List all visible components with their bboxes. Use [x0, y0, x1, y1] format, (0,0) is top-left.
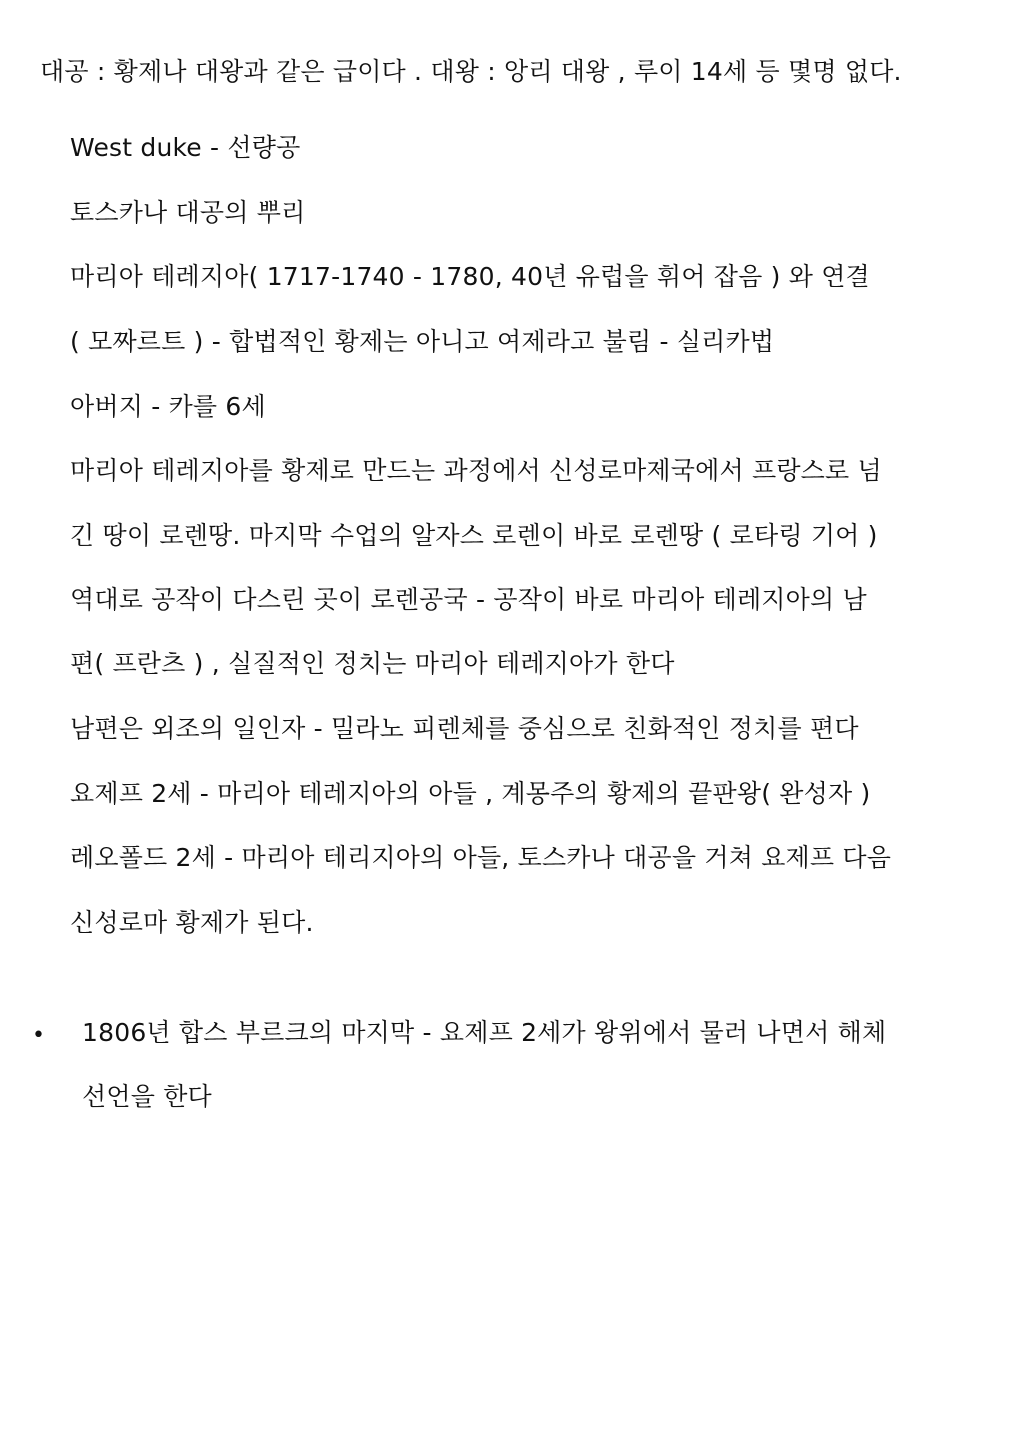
bullet-icon: • — [32, 1023, 45, 1048]
text-line: 역대로 공작이 다스린 곳이 로렌공국 - 공작이 바로 마리아 테레지아의 남 — [70, 585, 867, 614]
text-line: 편( 프란츠 ) , 실질적인 정치는 마리아 테레지아가 한다 — [70, 649, 675, 678]
text-line: West duke - 선량공 — [70, 133, 301, 162]
text-line: 레오폴드 2세 - 마리아 테리지아의 아들, 토스카나 대공을 거쳐 요제프 다음 — [70, 843, 892, 872]
text-line: 남편은 외조의 일인자 - 밀라노 피렌체를 중심으로 친화적인 정치를 편다 — [70, 714, 859, 743]
text-line: 요제프 2세 - 마리아 테레지아의 아들 , 계몽주의 황제의 끝판왕( 완성자 ) — [70, 779, 871, 808]
intro-line: 대공 : 황제나 대왕과 같은 급이다 . 대왕 : 앙리 대왕 , 루이 14세 등 몇명 없다. — [40, 57, 902, 86]
text-line: 신성로마 황제가 된다. — [70, 908, 314, 937]
text-line: 아버지 - 카를 6세 — [70, 392, 266, 421]
text-line: 긴 땅이 로렌땅. 마지막 수업의 알자스 로렌이 바로 로렌땅 ( 로타링 기어 ) — [70, 521, 878, 550]
text-line: ( 모짜르트 ) - 합법적인 황제는 아니고 여제라고 불림 - 실리카법 — [70, 327, 775, 356]
text-line: 마리아 테레지아( 1717-1740 - 1780, 40년 유럽을 휘어 잡음 ) 와 연결 — [70, 262, 870, 291]
text-line: 마리아 테레지아를 황제로 만드는 과정에서 신성로마제국에서 프랑스로 넘 — [70, 456, 882, 485]
bullet-text-line: 선언을 한다 — [82, 1082, 212, 1111]
text-line: 토스카나 대공의 뿌리 — [70, 198, 306, 227]
bullet-text-line: 1806년 합스 부르크의 마지막 - 요제프 2세가 왕위에서 물러 나면서 해체 — [82, 1018, 887, 1047]
